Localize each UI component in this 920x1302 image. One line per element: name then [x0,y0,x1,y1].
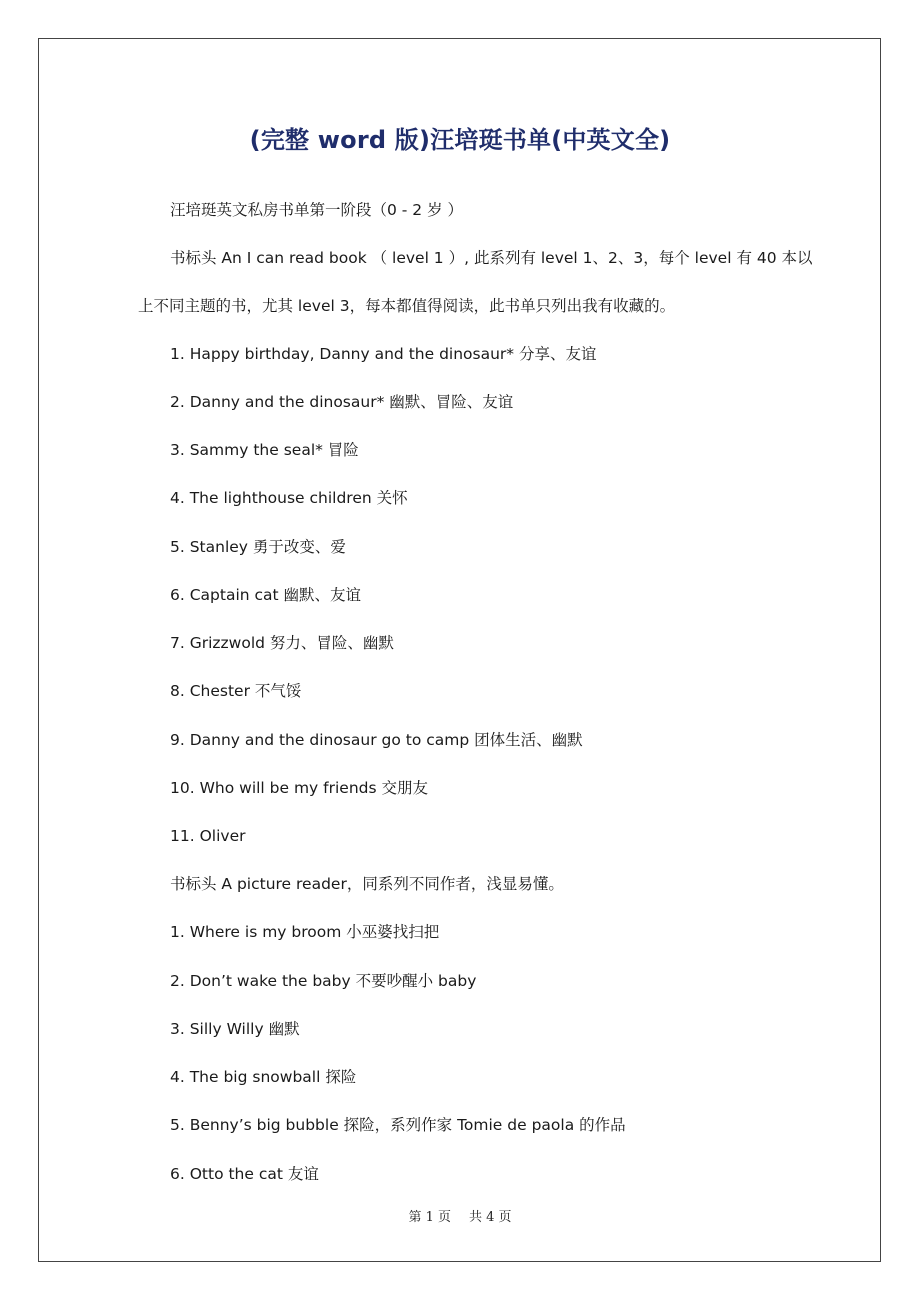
series-intro-picture-reader: 书标头 A picture reader，同系列不同作者，浅显易懂。 [170,875,564,893]
list-item: 3. Sammy the seal* 冒险 [170,441,359,459]
section-heading-stage-one: 汪培珽英文私房书单第一阶段（0 - 2 岁 ） [170,201,464,219]
series-intro-line-1: 书标头 An I can read book （ level 1 ）, 此系列有 level 1、2、3，每个 level 有 40 本以 [170,249,813,267]
list-item: 1. Happy birthday, Danny and the dinosaur* 分享、友谊 [170,345,597,363]
list-item: 2. Danny and the dinosaur* 幽默、冒险、友谊 [170,393,514,411]
document-title: (完整 word 版)汪培珽书单(中英文全) [249,126,671,154]
list-item: 8. Chester 不气馁 [170,682,302,700]
page-number: 第 1 页 [408,1210,451,1225]
list-item: 3. Silly Willy 幽默 [170,1020,300,1038]
list-item: 11. Oliver [170,827,246,845]
list-item: 6. Otto the cat 友谊 [170,1165,319,1183]
list-item: 5. Stanley 勇于改变、爱 [170,538,346,556]
page-total: 共 4 页 [469,1210,512,1225]
list-item: 5. Benny’s big bubble 探险，系列作家 Tomie de paola 的作品 [170,1116,626,1134]
list-item: 6. Captain cat 幽默、友谊 [170,586,362,604]
page-footer [0,1206,920,1225]
list-item: 7. Grizzwold 努力、冒险、幽默 [170,634,394,652]
page-frame [38,38,881,1262]
list-item: 1. Where is my broom 小巫婆找扫把 [170,923,440,941]
list-item: 2. Don’t wake the baby 不要吵醒小 baby [170,972,477,990]
list-item: 9. Danny and the dinosaur go to camp 团体生活、幽默 [170,731,583,749]
list-item: 4. The big snowball 探险 [170,1068,357,1086]
list-item: 4. The lighthouse children 关怀 [170,489,408,507]
list-item: 10. Who will be my friends 交朋友 [170,779,428,797]
series-intro-line-2: 上不同主题的书，尤其 level 3，每本都值得阅读，此书单只列出我有收藏的。 [138,297,676,315]
